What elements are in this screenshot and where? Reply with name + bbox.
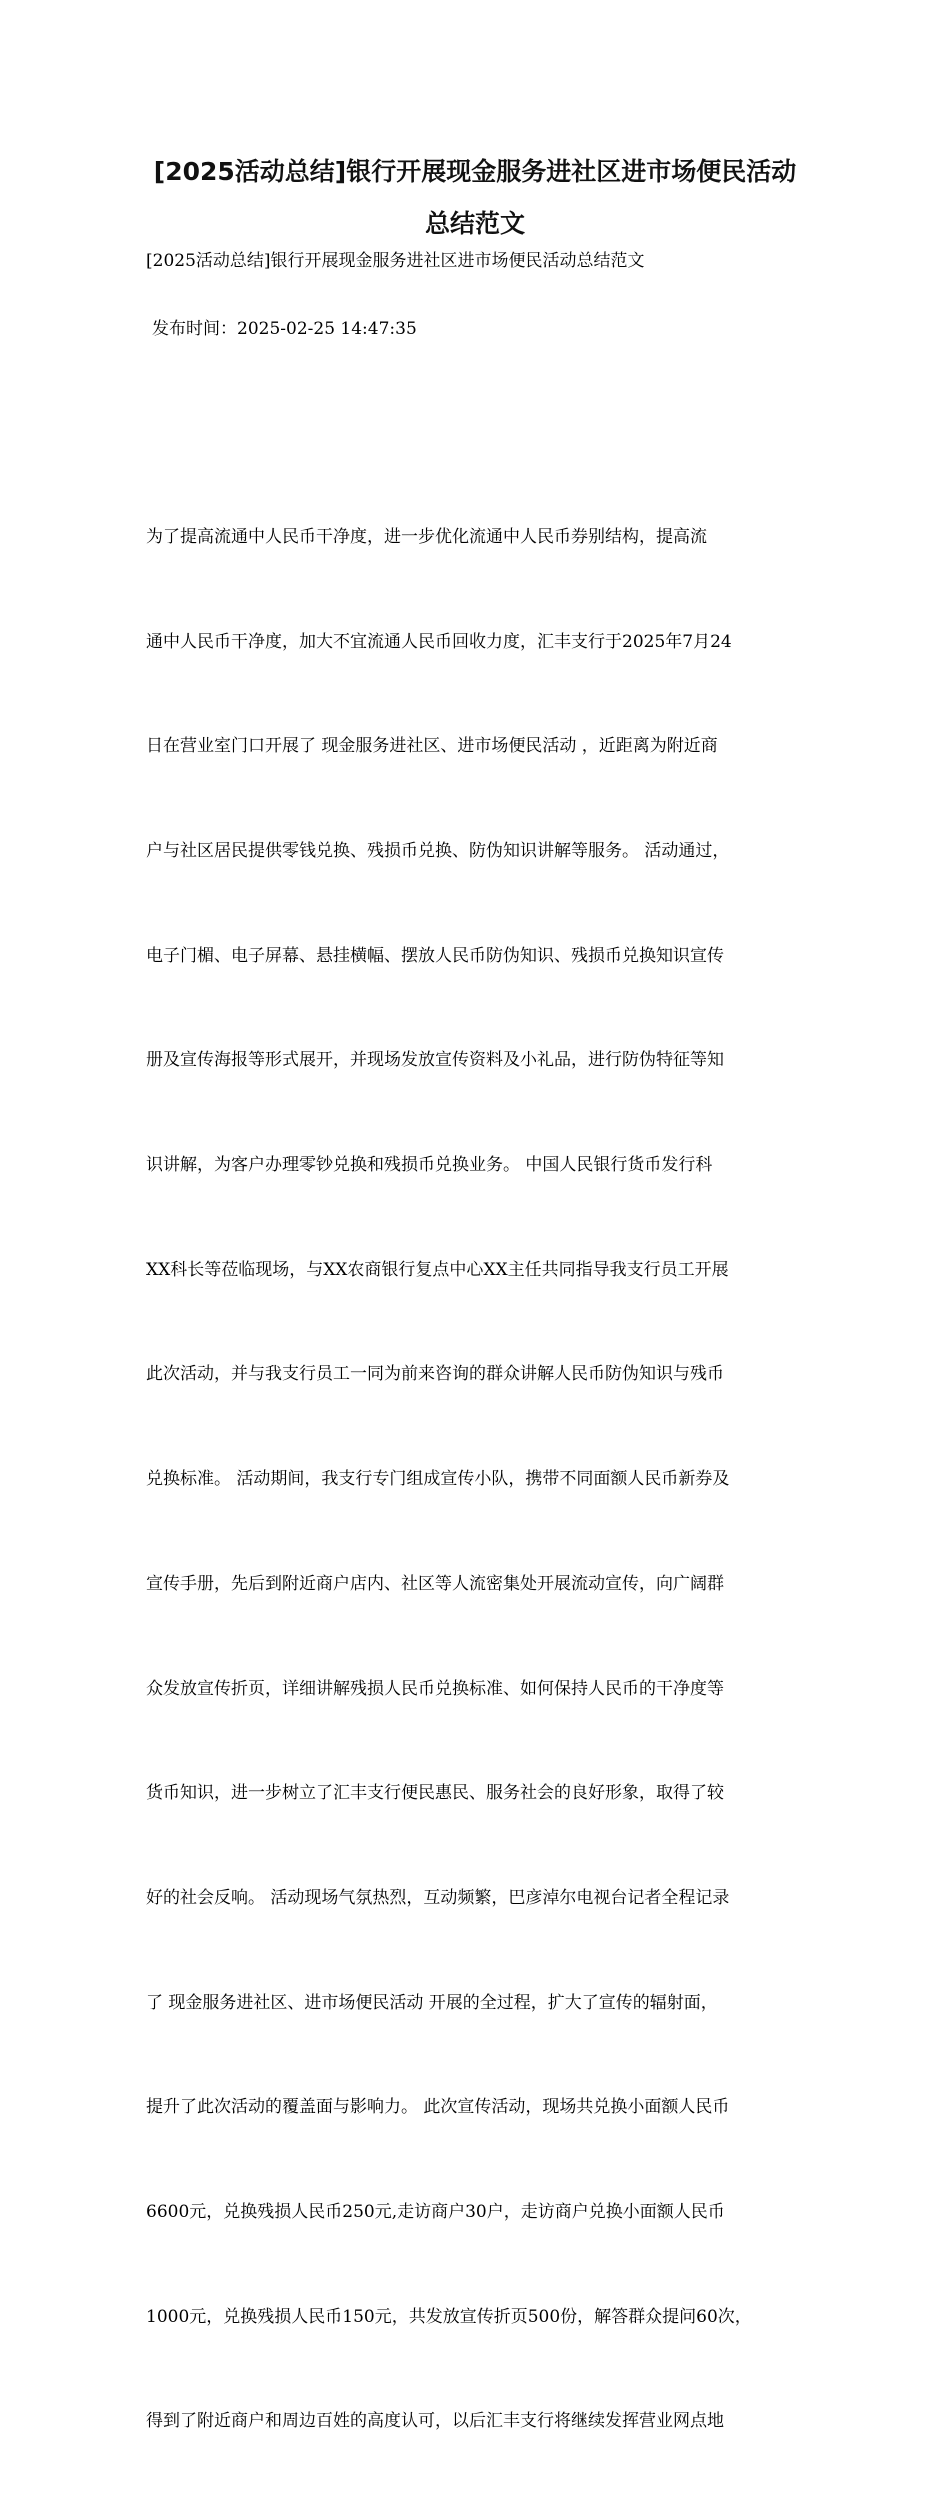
body-line: 此次活动，并与我支行员工一同为前来咨询的群众讲解人民币防伪知识与残币 [146, 1364, 724, 1385]
title-line-2: 总结范文 [424, 209, 525, 238]
title-line-1: [2025活动总结]银行开展现金服务进社区进市场便民活动 [153, 157, 797, 186]
body-line: 户与社区居民提供零钱兑换、残损币兑换、防伪知识讲解等服务。 活动通过， [146, 840, 730, 861]
body-line: 众发放宣传折页，详细讲解残损人民币兑换标准、如何保持人民币的干净度等 [146, 1678, 724, 1699]
document-title [120, 146, 830, 250]
body-line: XX科长等莅临现场，与XX农商银行复点中心XX主任共同指导我支行员工开展 [146, 1259, 729, 1280]
body-line: 通中人民币干净度，加大不宜流通人民币回收力度，汇丰支行于2025年7月24 [146, 631, 732, 652]
body-line: 日在营业室门口开展了 现金服务进社区、进市场便民活动 ，近距离为附近商 [146, 736, 718, 757]
body-paragraph [146, 450, 808, 2509]
body-line: 得到了附近商户和周边百姓的高度认可，以后汇丰支行将继续发挥营业网点地 [146, 2411, 724, 2432]
body-line: 兑换标准。 活动期间，我支行专门组成宣传小队，携带不同面额人民币新券及 [146, 1469, 730, 1490]
body-line: 识讲解，为客户办理零钞兑换和残损币兑换业务。 中国人民银行货币发行科 [146, 1155, 713, 1176]
body-line: 好的社会反响。 活动现场气氛热烈，互动频繁，巴彦淖尔电视台记者全程记录 [146, 1887, 730, 1908]
publish-time: 发布时间：2025-02-25 14:47:35 [152, 319, 417, 339]
document-subtitle: [2025活动总结]银行开展现金服务进社区进市场便民活动总结范文 [146, 251, 645, 271]
body-line: 册及宣传海报等形式展开，并现场发放宣传资料及小礼品，进行防伪特征等知 [146, 1050, 724, 1071]
body-line: 提升了此次活动的覆盖面与影响力。 此次宣传活动，现场共兑换小面额人民币 [146, 2097, 730, 2118]
body-line: 了 现金服务进社区、进市场便民活动 开展的全过程，扩大了宣传的辐射面， [146, 1992, 718, 2013]
body-line: 1000元，兑换残损人民币150元，共发放宣传折页500份，解答群众提问60次， [146, 2306, 752, 2327]
body-line: 货币知识，进一步树立了汇丰支行便民惠民、服务社会的良好形象，取得了较 [146, 1783, 724, 1804]
body-line: 为了提高流通中人民币干净度，进一步优化流通中人民币券别结构，提高流 [146, 526, 707, 547]
body-line: 6600元，兑换残损人民币250元,走访商户30户，走访商户兑换小面额人民币 [146, 2202, 725, 2223]
body-line: 电子门楣、电子屏幕、悬挂横幅、摆放人民币防伪知识、残损币兑换知识宣传 [146, 945, 724, 966]
body-line: 宣传手册，先后到附近商户店内、社区等人流密集处开展流动宣传，向广阔群 [146, 1573, 724, 1594]
